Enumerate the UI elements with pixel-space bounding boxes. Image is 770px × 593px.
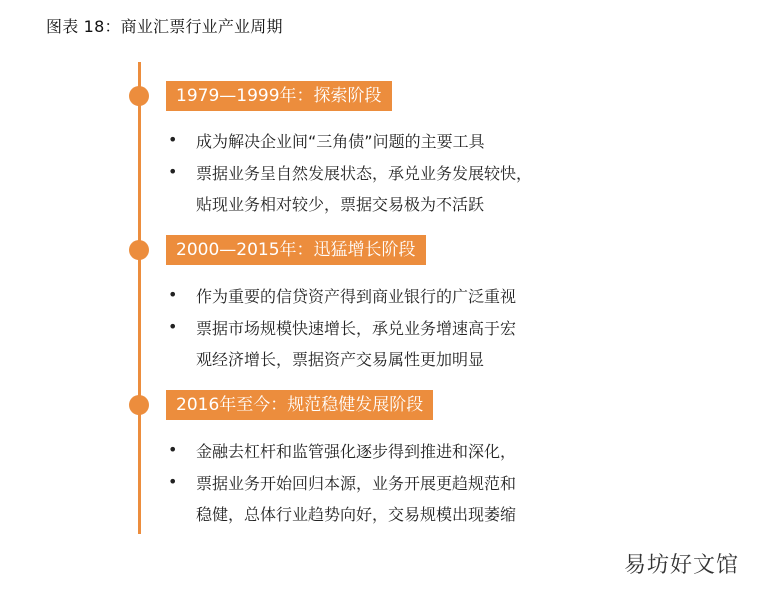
stage-1-item-2-line-1: 票据业务呈自然发展状态，承兑业务发展较快， bbox=[196, 164, 533, 183]
stage-3-item-1-line-1: 金融去杠杆和监管强化逐步得到推进和深化， bbox=[196, 442, 517, 461]
timeline-dot-stage-2 bbox=[129, 240, 149, 260]
stage-2-label: 2000—2015年：迅猛增长阶段 bbox=[166, 235, 426, 265]
bullet: • bbox=[168, 472, 178, 491]
bullet: • bbox=[168, 317, 178, 336]
stage-2-item-2-line-2: 观经济增长，票据资产交易属性更加明显 bbox=[196, 350, 485, 369]
stage-2-item-1-line-1: 作为重要的信贷资产得到商业银行的广泛重视 bbox=[196, 287, 517, 306]
bullet: • bbox=[168, 130, 178, 149]
bullet: • bbox=[168, 162, 178, 181]
timeline-dot-stage-1 bbox=[129, 86, 149, 106]
timeline-dot-stage-3 bbox=[129, 395, 149, 415]
stage-3-item-2-line-2: 稳健，总体行业趋势向好，交易规模出现萎缩 bbox=[196, 505, 517, 524]
watermark: 易坊好文馆 bbox=[624, 553, 740, 578]
stage-1-item-2-line-2: 贴现业务相对较少，票据交易极为不活跃 bbox=[196, 195, 485, 214]
timeline-line bbox=[138, 62, 141, 534]
figure-title: 图表 18：商业汇票行业产业周期 bbox=[46, 17, 283, 36]
bullet: • bbox=[168, 285, 178, 304]
stage-2-item-2-line-1: 票据市场规模快速增长，承兑业务增速高于宏 bbox=[196, 319, 517, 338]
stage-1-item-1-line-1: 成为解决企业间“三角债”问题的主要工具 bbox=[196, 132, 485, 151]
bullet: • bbox=[168, 440, 178, 459]
stage-3-item-2-line-1: 票据业务开始回归本源，业务开展更趋规范和 bbox=[196, 474, 517, 493]
stage-3-label: 2016年至今：规范稳健发展阶段 bbox=[166, 390, 433, 420]
stage-1-label: 1979—1999年：探索阶段 bbox=[166, 81, 392, 111]
